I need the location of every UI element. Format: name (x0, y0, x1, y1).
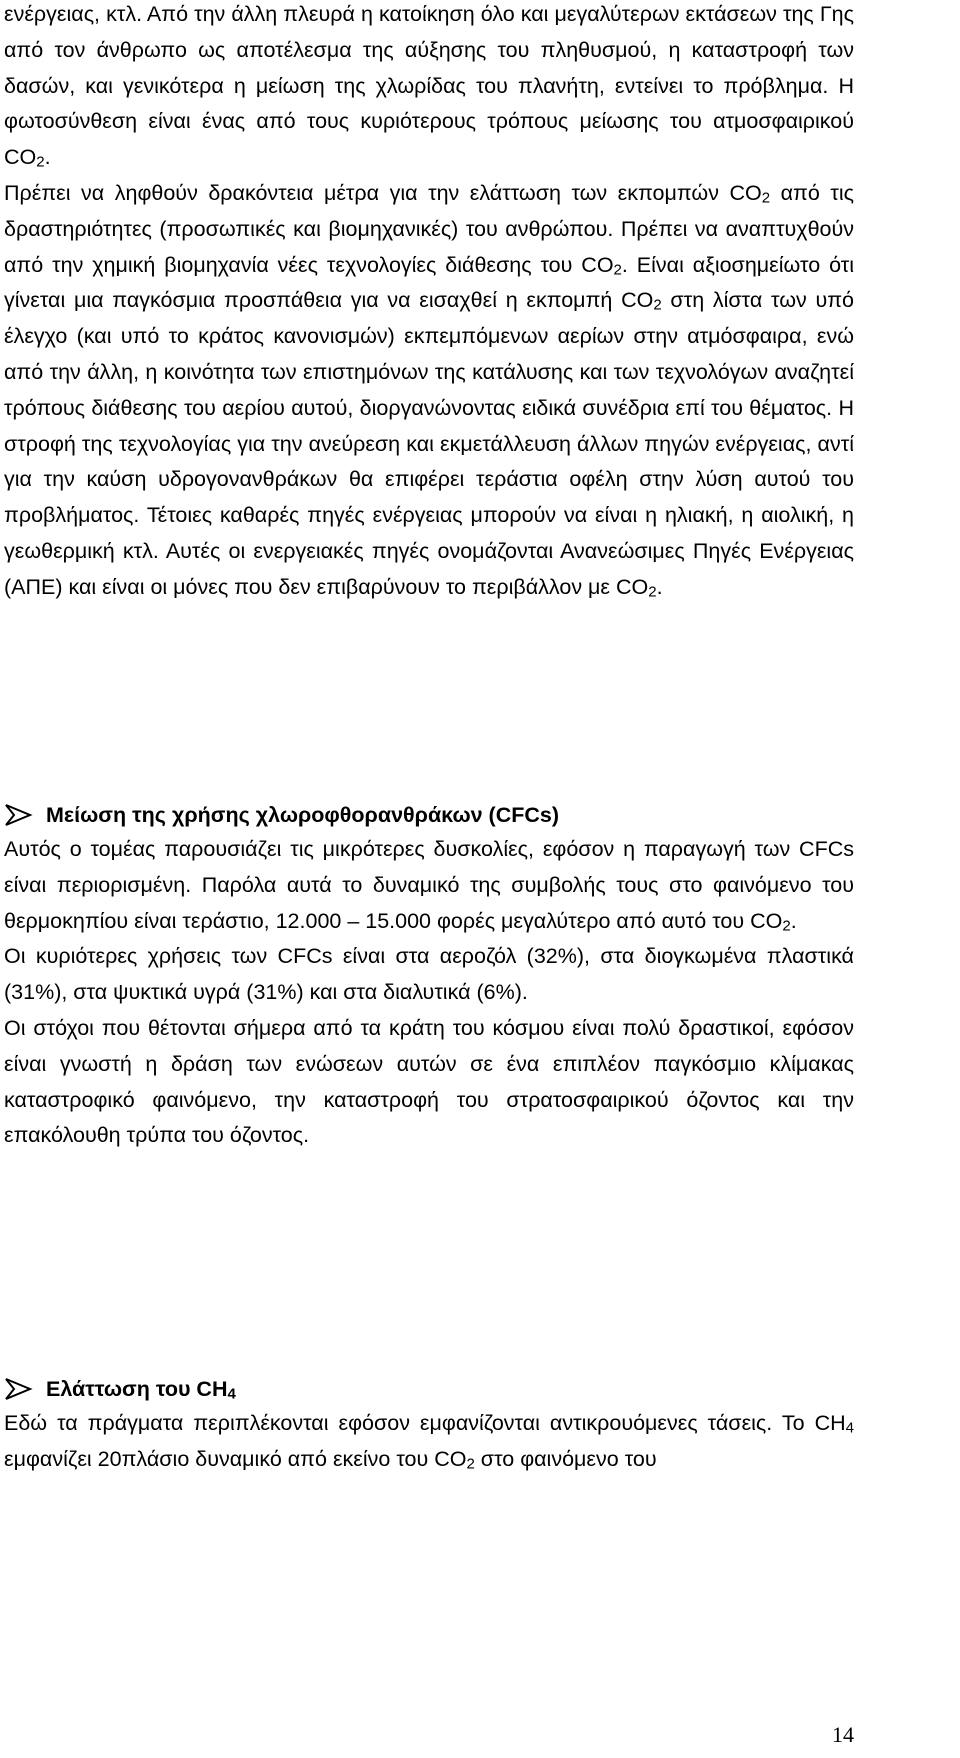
text-run: Οι κυριότερες χρήσεις των CFCs είναι στα αεροζόλ (32%), στα διογκωμένα πλαστικά (31%), στα ψυκτικά υγρά (31%) και στα διαλυτικά (6%). (4, 944, 854, 1005)
section-ch4-body (4, 1406, 854, 1478)
text-run: εμφανίζει 20πλάσιο δυναμικό από εκείνο του CO (4, 1446, 467, 1471)
text-run: Αυτός ο τομέας παρουσιάζει τις μικρότερες δυσκολίες, εφόσον η παραγωγή των CFCs είναι περιορισμένη. Παρόλα αυτά το δυναμικό της συμβολής τους στο φαινόμενο του θερμοκηπίου είναι τεράστιο, 12.000 – 15.000 φορές μεγαλύτερο από αυτό του CO (4, 837, 854, 933)
section-heading-cfc (4, 797, 854, 833)
text-run: Πρέπει να ληφθούν δρακόντεια μέτρα για την ελάττωση των εκπομπών CO (4, 180, 762, 205)
text-run: Εδώ τα πράγματα περιπλέκονται εφόσον εμφανίζονται αντικρουόμενες τάσεις. Το CH (4, 1411, 846, 1435)
heading-ch4-main: Ελάττωση του CH (46, 1376, 228, 1401)
text-run: . (656, 574, 663, 599)
paragraph-intro (4, 0, 854, 606)
arrowhead-bullet-icon (4, 1377, 38, 1401)
subscript-text: 4 (845, 1419, 854, 1437)
subscript-text: 2 (466, 1455, 475, 1473)
subscript-text: 2 (782, 916, 791, 934)
page-number: 14 (832, 1722, 854, 1747)
text-run: στο φαινόμενο του (474, 1446, 657, 1471)
subscript-text: 2 (653, 296, 662, 314)
section-cfc-body (4, 832, 854, 1154)
text-run: . Είναι αξιοσημείωτο ότι γίνεται μια παγκόσμια προσπάθεια για να εισαχθεί η εκπομπή CO (4, 252, 854, 313)
subscript-text: 2 (761, 189, 771, 207)
text-run: Οι στόχοι που θέτονται σήμερα από τα κράτη του κόσμου είναι πολύ δραστικοί, εφόσον είναι γνωστή η δράση των ενώσεων αυτών σε ένα επιπλέον παγκόσμιο κλίμακας καταστροφικό φαινόμενο, την καταστροφή του στρατοσφαιρικού όζοντος και την επακόλουθη τρύπα του όζοντος. (4, 1015, 854, 1148)
heading-ch4-subscript: 4 (227, 1384, 236, 1402)
text-run: από τις δραστηριότητες (προσωπικές και βιομηχανικές) του ανθρώπου. Πρέπει να αναπτυχθούν από την χημική βιομηχανία νέες τεχνολογίες διάθεσης του CO (4, 180, 854, 277)
text-run: ενέργειας, κτλ. Από την άλλη πλευρά η κατοίκηση όλο και μεγαλύτερων εκτάσεων της Γης από τον άνθρωπο ως αποτέλεσμα της αύξησης του πληθυσμού, η καταστροφή των δασών, και γενικότερα η μείωση της χλωρίδας του πλανήτη, εντείνει το πρόβλημα. Η φωτοσύνθεση είναι ένας από τους κυριότερους τρόπους μείωσης του ατμοσφαιρικού CO (4, 2, 854, 170)
text-run: . (44, 145, 51, 170)
subscript-text: 2 (613, 260, 622, 278)
section-heading-ch4 (4, 1371, 854, 1407)
text-run: . (790, 908, 797, 933)
text-run: στη λίστα των υπό έλεγχο (και υπό το κράτος κανονισμών) εκπεμπόμενων αερίων στην ατμόσφαιρα, ενώ από την άλλη, η κοινότητα των επιστημόνων της κατάλυσης και των τεχνολόγων αναζητεί τρόπους διάθεσης του αερίου αυτού, διοργανώνοντας ειδικά συνέδρια επί του θέματος. Η στροφή της τεχνολογίας για την ανεύρεση και εκμετάλλευση άλλων πηγών ενέργειας, αντί για την καύση υδρογονανθράκων θα επιφέρει τεράστια οφέλη στην λύση αυτού του προβλήματος. Τέτοιες καθαρές πηγές ενέργειας μπορούν να είναι η ηλιακή, η αιολική, η γεωθερμική κτλ. Αυτές οι ενεργειακές πηγές ονομάζονται Ανανεώσιμες Πηγές Ενέργειας (ΑΠΕ) και είναι οι μόνες που δεν επιβαρύνουν το περιβάλλον με CO (4, 288, 854, 599)
subscript-text: 2 (648, 583, 657, 600)
arrowhead-bullet-icon (4, 803, 38, 827)
section-heading-cfc-text: Μείωση της χρήσης χλωροφθορανθράκων (CFCs) (46, 802, 559, 827)
section-heading-ch4-text (46, 1377, 236, 1402)
subscript-text: 2 (36, 153, 45, 171)
